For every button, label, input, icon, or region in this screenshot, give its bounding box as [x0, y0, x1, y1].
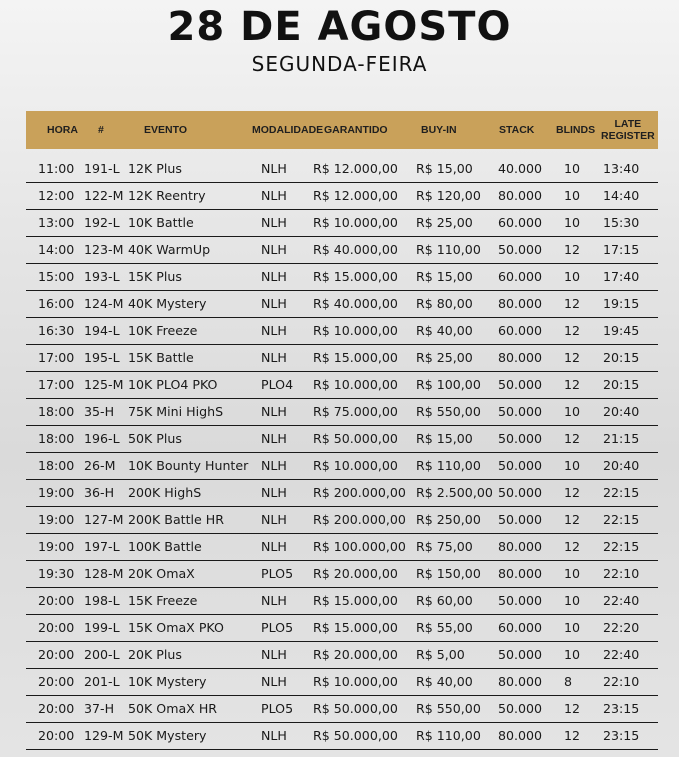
- cell-id: 36-H: [84, 485, 115, 500]
- cell-blinds: 10: [564, 620, 581, 635]
- cell-stack: 80.000: [498, 674, 543, 689]
- header-garantido: GARANTIDO: [324, 124, 388, 136]
- table-row: [26, 616, 658, 642]
- table-row: [26, 643, 658, 669]
- cell-hora: 19:30: [38, 566, 75, 581]
- cell-evento: 15K Freeze: [128, 593, 198, 608]
- cell-late-register: 17:15: [603, 242, 640, 257]
- cell-buyin: R$ 550,00: [416, 701, 481, 716]
- cell-evento: 15K OmaX PKO: [128, 620, 224, 635]
- cell-evento: 20K Plus: [128, 647, 182, 662]
- cell-hora: 19:00: [38, 539, 75, 554]
- cell-hora: 17:00: [38, 377, 75, 392]
- cell-buyin: R$ 100,00: [416, 377, 481, 392]
- cell-stack: 60.000: [498, 269, 543, 284]
- table-row: [26, 454, 658, 480]
- cell-late-register: 22:15: [603, 512, 640, 527]
- cell-stack: 50.000: [498, 593, 543, 608]
- cell-buyin: R$ 150,00: [416, 566, 481, 581]
- cell-garantido: R$ 75.000,00: [313, 404, 398, 419]
- cell-hora: 20:00: [38, 728, 75, 743]
- cell-blinds: 10: [564, 593, 581, 608]
- cell-buyin: R$ 2.500,00: [416, 485, 493, 500]
- table-row: [26, 508, 658, 534]
- cell-evento: 10K Battle: [128, 215, 194, 230]
- header-late-line1: LATE: [614, 118, 642, 130]
- table-row: [26, 589, 658, 615]
- cell-garantido: R$ 50.000,00: [313, 431, 398, 446]
- cell-blinds: 10: [564, 647, 581, 662]
- table-header: [26, 111, 658, 149]
- cell-evento: 10K Freeze: [128, 323, 198, 338]
- cell-hora: 20:00: [38, 647, 75, 662]
- table-row: [26, 724, 658, 750]
- header-stack: STACK: [499, 124, 535, 136]
- cell-garantido: R$ 50.000,00: [313, 701, 398, 716]
- cell-buyin: R$ 25,00: [416, 215, 473, 230]
- header-blinds: BLINDS: [556, 124, 596, 136]
- cell-garantido: R$ 10.000,00: [313, 215, 398, 230]
- cell-evento: 75K Mini HighS: [128, 404, 224, 419]
- cell-hora: 20:00: [38, 674, 75, 689]
- schedule-table: [26, 157, 658, 751]
- cell-hora: 17:00: [38, 350, 75, 365]
- header-num: #: [98, 124, 104, 136]
- cell-stack: 80.000: [498, 350, 543, 365]
- cell-buyin: R$ 550,00: [416, 404, 481, 419]
- cell-late-register: 22:10: [603, 674, 640, 689]
- cell-evento: 15K Plus: [128, 269, 182, 284]
- table-row: [26, 292, 658, 318]
- cell-late-register: 20:40: [603, 458, 640, 473]
- cell-garantido: R$ 10.000,00: [313, 377, 398, 392]
- cell-garantido: R$ 10.000,00: [313, 674, 398, 689]
- cell-id: 192-L: [84, 215, 120, 230]
- cell-hora: 19:00: [38, 512, 75, 527]
- cell-buyin: R$ 15,00: [416, 431, 473, 446]
- header-buyin: BUY-IN: [421, 124, 457, 136]
- cell-blinds: 12: [564, 431, 581, 446]
- cell-blinds: 10: [564, 188, 581, 203]
- cell-hora: 20:00: [38, 701, 75, 716]
- cell-stack: 80.000: [498, 728, 543, 743]
- cell-buyin: R$ 15,00: [416, 161, 473, 176]
- cell-hora: 16:30: [38, 323, 75, 338]
- cell-late-register: 23:15: [603, 701, 640, 716]
- cell-id: 129-M: [84, 728, 124, 743]
- cell-buyin: R$ 55,00: [416, 620, 473, 635]
- cell-evento: 50K Plus: [128, 431, 182, 446]
- cell-evento: 15K Battle: [128, 350, 194, 365]
- cell-hora: 18:00: [38, 404, 75, 419]
- cell-id: 197-L: [84, 539, 120, 554]
- cell-hora: 15:00: [38, 269, 75, 284]
- cell-evento: 200K Battle HR: [128, 512, 225, 527]
- cell-modalidade: NLH: [261, 539, 287, 554]
- cell-blinds: 10: [564, 269, 581, 284]
- cell-late-register: 22:40: [603, 647, 640, 662]
- cell-modalidade: NLH: [261, 647, 287, 662]
- cell-evento: 12K Plus: [128, 161, 182, 176]
- cell-modalidade: NLH: [261, 512, 287, 527]
- cell-id: 194-L: [84, 323, 120, 338]
- table-row: [26, 535, 658, 561]
- cell-late-register: 22:10: [603, 566, 640, 581]
- cell-stack: 50.000: [498, 377, 543, 392]
- cell-buyin: R$ 60,00: [416, 593, 473, 608]
- cell-evento: 10K PLO4 PKO: [128, 377, 218, 392]
- cell-modalidade: NLH: [261, 404, 287, 419]
- cell-id: 198-L: [84, 593, 120, 608]
- cell-evento: 50K OmaX HR: [128, 701, 218, 716]
- cell-late-register: 19:15: [603, 296, 640, 311]
- cell-garantido: R$ 15.000,00: [313, 350, 398, 365]
- cell-garantido: R$ 40.000,00: [313, 296, 398, 311]
- cell-late-register: 21:15: [603, 431, 640, 446]
- cell-stack: 50.000: [498, 242, 543, 257]
- table-row: [26, 400, 658, 426]
- cell-late-register: 19:45: [603, 323, 640, 338]
- cell-id: 201-L: [84, 674, 120, 689]
- header-evento: EVENTO: [144, 124, 187, 136]
- cell-modalidade: NLH: [261, 458, 287, 473]
- cell-id: 125-M: [84, 377, 124, 392]
- cell-late-register: 22:15: [603, 485, 640, 500]
- cell-late-register: 22:40: [603, 593, 640, 608]
- cell-stack: 50.000: [498, 512, 543, 527]
- cell-modalidade: NLH: [261, 269, 287, 284]
- cell-stack: 80.000: [498, 539, 543, 554]
- cell-blinds: 8: [564, 674, 573, 689]
- cell-blinds: 12: [564, 701, 581, 716]
- cell-evento: 10K Mystery: [128, 674, 207, 689]
- cell-buyin: R$ 110,00: [416, 728, 481, 743]
- table-row: [26, 373, 658, 399]
- cell-stack: 50.000: [498, 485, 543, 500]
- cell-late-register: 14:40: [603, 188, 640, 203]
- cell-hora: 13:00: [38, 215, 75, 230]
- cell-late-register: 23:15: [603, 728, 640, 743]
- cell-late-register: 22:20: [603, 620, 640, 635]
- cell-garantido: R$ 200.000,00: [313, 512, 406, 527]
- cell-buyin: R$ 80,00: [416, 296, 473, 311]
- cell-buyin: R$ 120,00: [416, 188, 481, 203]
- cell-modalidade: NLH: [261, 485, 287, 500]
- cell-id: 26-M: [84, 458, 116, 473]
- cell-evento: 50K Mystery: [128, 728, 207, 743]
- cell-modalidade: PLO4: [261, 377, 294, 392]
- cell-id: 124-M: [84, 296, 124, 311]
- table-row: [26, 697, 658, 723]
- table-row: [26, 238, 658, 264]
- cell-modalidade: NLH: [261, 728, 287, 743]
- cell-stack: 60.000: [498, 215, 543, 230]
- cell-id: 193-L: [84, 269, 120, 284]
- header-late-line2: REGISTER: [601, 130, 655, 142]
- cell-id: 123-M: [84, 242, 124, 257]
- table-row: [26, 481, 658, 507]
- table-row: [26, 670, 658, 696]
- table-row: [26, 265, 658, 291]
- cell-stack: 60.000: [498, 620, 543, 635]
- cell-garantido: R$ 20.000,00: [313, 647, 398, 662]
- table-row: [26, 562, 658, 588]
- header-hora: HORA: [47, 124, 78, 136]
- cell-blinds: 10: [564, 458, 581, 473]
- cell-hora: 11:00: [38, 161, 75, 176]
- cell-blinds: 12: [564, 539, 581, 554]
- cell-buyin: R$ 110,00: [416, 242, 481, 257]
- cell-late-register: 17:40: [603, 269, 640, 284]
- cell-modalidade: NLH: [261, 323, 287, 338]
- cell-hora: 20:00: [38, 620, 75, 635]
- cell-blinds: 10: [564, 161, 581, 176]
- cell-modalidade: PLO5: [261, 620, 294, 635]
- cell-hora: 16:00: [38, 296, 75, 311]
- table-row: [26, 427, 658, 453]
- cell-evento: 12K Reentry: [128, 188, 206, 203]
- cell-buyin: R$ 5,00: [416, 647, 465, 662]
- cell-garantido: R$ 10.000,00: [313, 458, 398, 473]
- cell-modalidade: NLH: [261, 431, 287, 446]
- table-row: [26, 319, 658, 345]
- cell-blinds: 10: [564, 404, 581, 419]
- cell-id: 196-L: [84, 431, 120, 446]
- cell-blinds: 12: [564, 512, 581, 527]
- cell-modalidade: NLH: [261, 215, 287, 230]
- cell-blinds: 12: [564, 242, 581, 257]
- cell-evento: 200K HighS: [128, 485, 202, 500]
- cell-stack: 80.000: [498, 188, 543, 203]
- cell-buyin: R$ 15,00: [416, 269, 473, 284]
- cell-modalidade: NLH: [261, 674, 287, 689]
- cell-stack: 50.000: [498, 404, 543, 419]
- cell-stack: 50.000: [498, 458, 543, 473]
- cell-hora: 18:00: [38, 458, 75, 473]
- page-subtitle: SEGUNDA-FEIRA: [251, 52, 428, 76]
- cell-buyin: R$ 250,00: [416, 512, 481, 527]
- cell-id: 200-L: [84, 647, 120, 662]
- cell-garantido: R$ 10.000,00: [313, 323, 398, 338]
- cell-blinds: 10: [564, 215, 581, 230]
- cell-id: 195-L: [84, 350, 120, 365]
- cell-buyin: R$ 25,00: [416, 350, 473, 365]
- cell-garantido: R$ 40.000,00: [313, 242, 398, 257]
- cell-late-register: 22:15: [603, 539, 640, 554]
- cell-blinds: 12: [564, 296, 581, 311]
- cell-stack: 40.000: [498, 161, 543, 176]
- cell-id: 35-H: [84, 404, 115, 419]
- cell-id: 191-L: [84, 161, 120, 176]
- cell-id: 37-H: [84, 701, 115, 716]
- cell-late-register: 20:15: [603, 350, 640, 365]
- cell-late-register: 13:40: [603, 161, 640, 176]
- cell-late-register: 20:40: [603, 404, 640, 419]
- cell-garantido: R$ 100.000,00: [313, 539, 406, 554]
- cell-stack: 50.000: [498, 431, 543, 446]
- cell-evento: 20K OmaX: [128, 566, 195, 581]
- cell-modalidade: NLH: [261, 161, 287, 176]
- cell-stack: 80.000: [498, 566, 543, 581]
- cell-garantido: R$ 15.000,00: [313, 269, 398, 284]
- cell-modalidade: NLH: [261, 350, 287, 365]
- cell-blinds: 12: [564, 350, 581, 365]
- cell-modalidade: NLH: [261, 188, 287, 203]
- cell-buyin: R$ 75,00: [416, 539, 473, 554]
- cell-hora: 12:00: [38, 188, 75, 203]
- cell-blinds: 12: [564, 377, 581, 392]
- header-modalidade: MODALIDADE: [252, 124, 324, 136]
- cell-id: 122-M: [84, 188, 124, 203]
- cell-stack: 60.000: [498, 323, 543, 338]
- cell-modalidade: NLH: [261, 242, 287, 257]
- cell-blinds: 12: [564, 485, 581, 500]
- cell-id: 128-M: [84, 566, 124, 581]
- cell-garantido: R$ 12.000,00: [313, 161, 398, 176]
- cell-hora: 19:00: [38, 485, 75, 500]
- cell-garantido: R$ 12.000,00: [313, 188, 398, 203]
- cell-modalidade: PLO5: [261, 566, 294, 581]
- cell-buyin: R$ 40,00: [416, 323, 473, 338]
- cell-buyin: R$ 40,00: [416, 674, 473, 689]
- cell-buyin: R$ 110,00: [416, 458, 481, 473]
- cell-late-register: 20:15: [603, 377, 640, 392]
- cell-garantido: R$ 15.000,00: [313, 620, 398, 635]
- cell-modalidade: NLH: [261, 593, 287, 608]
- cell-late-register: 15:30: [603, 215, 640, 230]
- cell-garantido: R$ 50.000,00: [313, 728, 398, 743]
- cell-blinds: 12: [564, 323, 581, 338]
- table-row: [26, 211, 658, 237]
- cell-hora: 20:00: [38, 593, 75, 608]
- cell-evento: 100K Battle: [128, 539, 202, 554]
- cell-garantido: R$ 20.000,00: [313, 566, 398, 581]
- table-row: [26, 157, 658, 183]
- cell-blinds: 10: [564, 566, 581, 581]
- page-title: 28 DE AGOSTO: [167, 4, 512, 50]
- table-row: [26, 184, 658, 210]
- cell-blinds: 12: [564, 728, 581, 743]
- cell-stack: 50.000: [498, 647, 543, 662]
- cell-evento: 40K Mystery: [128, 296, 207, 311]
- cell-evento: 40K WarmUp: [128, 242, 211, 257]
- header-late-register: [601, 111, 655, 149]
- cell-garantido: R$ 15.000,00: [313, 593, 398, 608]
- cell-stack: 50.000: [498, 701, 543, 716]
- cell-evento: 10K Bounty Hunter: [128, 458, 249, 473]
- cell-modalidade: NLH: [261, 296, 287, 311]
- cell-hora: 14:00: [38, 242, 75, 257]
- table-row: [26, 346, 658, 372]
- cell-id: 127-M: [84, 512, 124, 527]
- cell-id: 199-L: [84, 620, 120, 635]
- cell-garantido: R$ 200.000,00: [313, 485, 406, 500]
- cell-stack: 80.000: [498, 296, 543, 311]
- cell-hora: 18:00: [38, 431, 75, 446]
- cell-modalidade: PLO5: [261, 701, 294, 716]
